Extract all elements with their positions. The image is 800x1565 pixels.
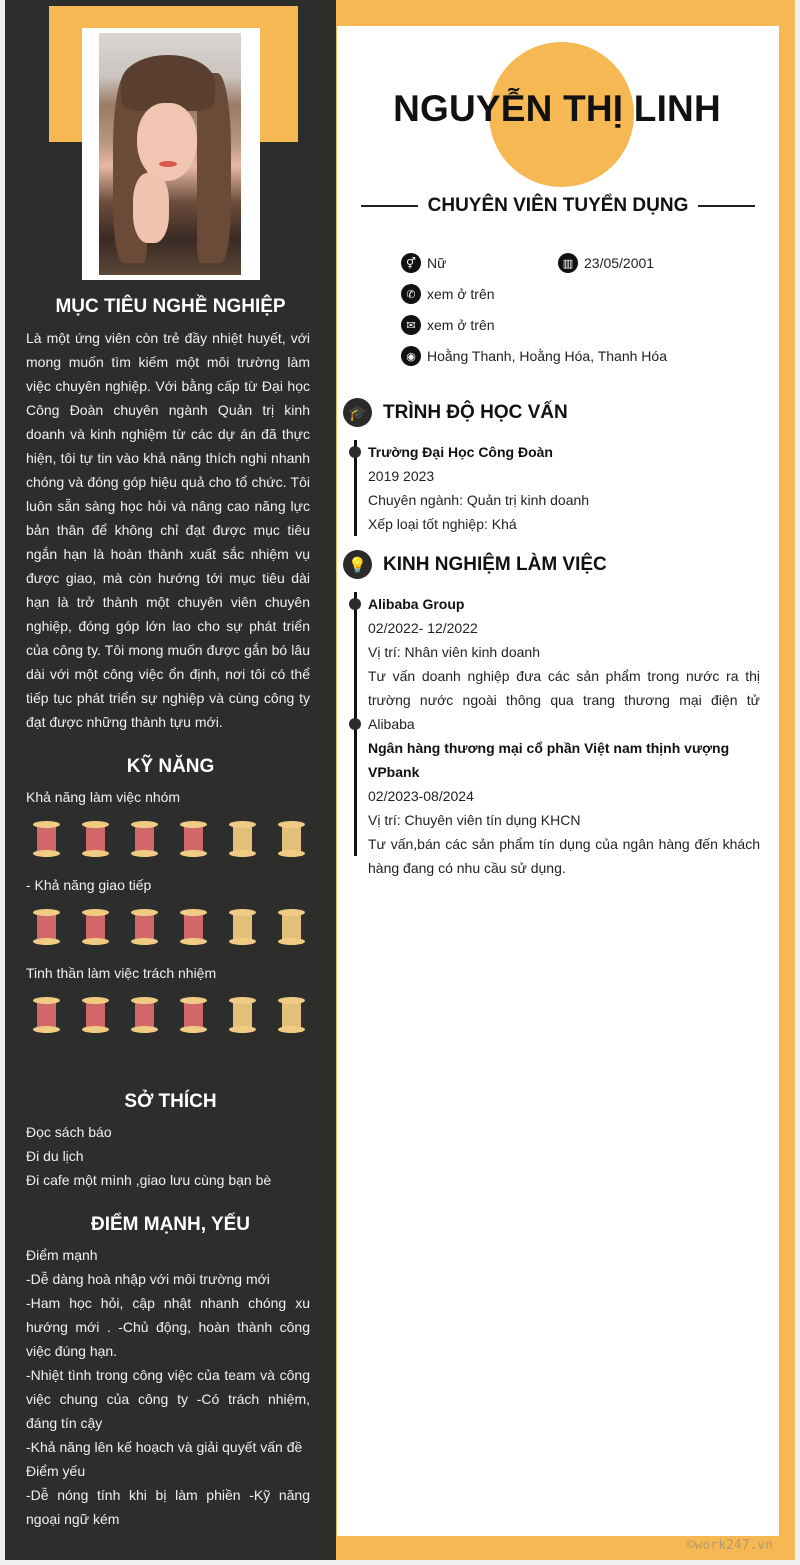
skill-spool-icon [33,821,60,857]
birthday-value: 23/05/2001 [584,255,655,271]
skill-spool-icon [33,909,60,945]
skill-rating [33,909,313,945]
skill-spool-icon [82,997,109,1033]
email-icon: ✉ [401,315,421,335]
profile-photo [99,33,241,275]
sidebar [5,0,336,1560]
school-name: Trường Đại Học Công Đoàn [368,444,553,460]
skill-spool-icon [278,909,305,945]
hobbies-list [26,1120,310,1192]
cv-page [5,0,795,1560]
job-company: Alibaba Group [368,596,465,612]
strength-line: -Nhiệt tình trong công việc của team và công việc chung của công ty -Có trách nhiệm, đáng tín cậy [26,1367,310,1431]
skill-label: Khả năng làm việc nhóm [26,789,181,805]
experience-list [368,592,760,880]
job-title-row [361,194,755,218]
gender-icon: ⚥ [401,253,421,273]
skill-spool-icon [82,909,109,945]
email-field [401,315,495,335]
address-value: Hoằng Thanh, Hoằng Hóa, Thanh Hóa [427,348,667,364]
job-period: 02/2023-08/2024 [368,788,474,804]
photo-frame [82,28,260,280]
skill-spool-icon [82,821,109,857]
skill-rating [33,821,313,857]
strength-line: -Ham học hỏi, cập nhật nhanh chóng xu hướng mới . -Chủ động, hoàn thành công việc đúng hạn. [26,1295,310,1359]
timeline-dot [349,598,361,610]
skill-spool-icon [278,997,305,1033]
education-section-header [343,398,568,427]
location-pin-icon: ◉ [401,346,421,366]
strength-line: Điểm mạnh [26,1247,98,1263]
job-company: Ngân hàng thương mại cổ phần Việt nam thịnh vượng VPbank [368,740,730,780]
main-frame [336,0,795,1560]
skill-spool-icon [278,821,305,857]
skill-spool-icon [131,909,158,945]
objective-text: Là một ứng viên còn trẻ đầy nhiệt huyết, với mong muốn tìm kiếm một môi trường làm việc chuyên nghiệp. Với bằng cấp từ Đại học Công Đoàn chuyên ngành Quản trị kinh doanh và kinh nghiệm từ các dự án đã thực hiện, tôi tự tin vào khả năng thích nghi nhanh chóng và đóng góp hiệu quả cho tổ chức. Tôi luôn sẵn sàng học hỏi và nâng cao năng lực bản thân để không chỉ đạt được mục tiêu ngắn hạn là hoàn thành xuất sắc nhiệm vụ được giao, mà còn hướng tới mục tiêu dài hạn là trở thành một chuyên viên chuyên nghiệp, đóng góp lớn lao cho sự phát triển của công ty. Tôi mong muốn được gắn bó lâu dài với một công việc ổn định, nơi tôi có thể tiếp tục phát triển sự nghiệp và cùng công ty đạt được những thành tựu mới. [26,330,310,730]
strengths-heading: ĐIỂM MẠNH, YẾU [90,1214,251,1235]
education-major: Chuyên ngành: Quản trị kinh doanh [368,492,590,508]
skill-spool-icon [180,821,207,857]
skill-spool-icon [180,997,207,1033]
skill-spool-icon [180,909,207,945]
candidate-name: NGUYỄN THỊ LINH [393,88,721,129]
skill-spool-icon [131,997,158,1033]
job-description: Tư vấn,bán các sản phẩm tín dụng của ngân hàng đến khách hàng đang có nhu cầu sử dụng. [368,836,760,876]
hobby-item: Đi du lịch [26,1148,84,1164]
skill-spool-icon [229,909,256,945]
education-years: 2019 2023 [368,468,435,484]
experience-section-header [343,550,607,579]
skill-spool-icon [229,997,256,1033]
birthday-field [558,253,654,273]
phone-field [401,284,495,304]
experience-heading: KINH NGHIỆM LÀM VIỆC [383,553,607,575]
job-position: Vị trí: Nhân viên kinh doanh [368,644,540,660]
strengths-list [26,1243,310,1531]
gender-value: Nữ [427,255,447,271]
hobby-item: Đọc sách báo [26,1124,112,1140]
job-entry [368,736,760,880]
email-value: xem ở trên [427,317,495,333]
divider [361,205,418,207]
birthday-cake-icon: ▥ [558,253,578,273]
divider [698,205,755,207]
skill-spool-icon [33,997,60,1033]
objective-heading: MỤC TIÊU NGHỀ NGHIỆP [55,296,286,317]
phone-value: xem ở trên [427,286,495,302]
strength-line: -Khả năng lên kế hoạch và giải quyết vấn đề [26,1439,303,1455]
strength-line: -Dễ dàng hoà nhập với môi trường mới [26,1271,270,1287]
hobby-item: Đi cafe một mình ,giao lưu cùng bạn bè [26,1172,272,1188]
job-title: CHUYÊN VIÊN TUYỂN DỤNG [427,195,689,216]
job-description: Tư vấn doanh nghiệp đưa các sản phẩm trong nước ra thị trường nước ngoài thông qua trang thương mại điện tử Alibaba [368,668,760,732]
watermark: ©work247.vn [686,1538,773,1553]
weakness-line: -Dễ nóng tính khi bị làm phiền -Kỹ năng ngoại ngữ kém [26,1487,310,1527]
skill-label: Tinh thần làm việc trách nhiệm [26,965,217,981]
job-position: Vị trí: Chuyên viên tín dụng KHCN [368,812,581,828]
phone-icon: ✆ [401,284,421,304]
job-entry [368,592,760,736]
graduation-cap-icon: 🎓 [343,398,372,427]
weakness-heading: Điểm yếu [26,1463,86,1479]
main-panel [337,26,779,1536]
hobbies-heading: SỞ THÍCH [124,1091,217,1112]
education-entry [368,440,760,536]
skill-label: - Khả năng giao tiếp [26,877,152,893]
skill-spool-icon [131,821,158,857]
timeline-dot [349,446,361,458]
job-period: 02/2022- 12/2022 [368,620,478,636]
timeline-dot [349,718,361,730]
gender-field [401,253,446,273]
address-field [401,346,667,366]
education-grade: Xếp loại tốt nghiệp: Khá [368,516,517,532]
lightbulb-icon: 💡 [343,550,372,579]
education-heading: TRÌNH ĐỘ HỌC VẤN [383,401,568,423]
skill-spool-icon [229,821,256,857]
skill-rating [33,997,313,1033]
skills-heading: KỸ NĂNG [126,756,215,777]
